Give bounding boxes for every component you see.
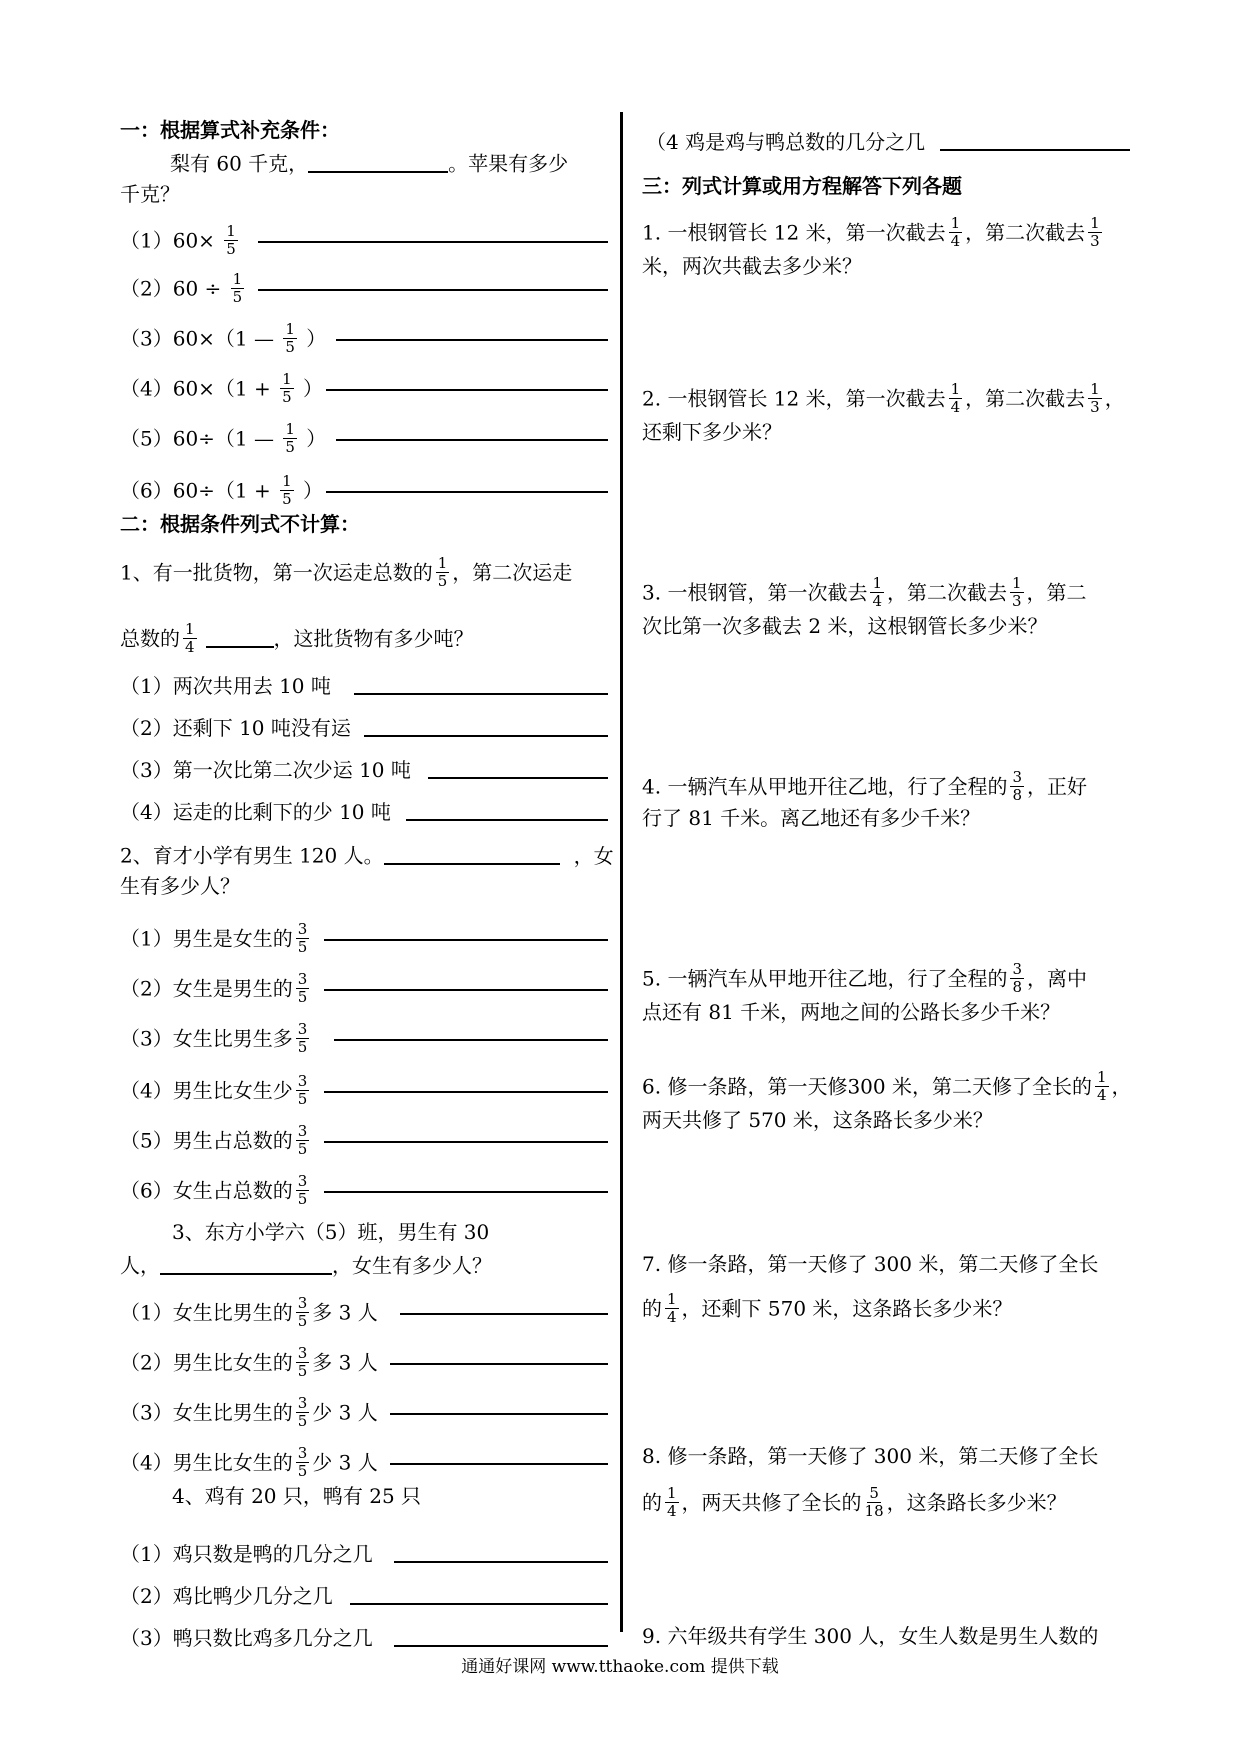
- problem-1-line-1: 1. 一根钢管长 12 米，第一次截去 $\frac{1}{4}$ ，第二次截去 $\frac{1}{3}$: [642, 214, 1100, 250]
- problem-4-line-1: 4. 一辆汽车从甲地开往乙地，行了全程的 $\frac{3}{8}$ ，正好: [642, 768, 1087, 804]
- fraction: $\frac{1}{4}$: [667, 1484, 677, 1520]
- answer-blank[interactable]: [354, 692, 608, 695]
- question-2-line-2: 生有多少人？: [120, 874, 240, 898]
- answer-blank[interactable]: [406, 818, 608, 821]
- fraction: $\frac{1}{5}$: [285, 320, 295, 356]
- fraction: $\frac{3}{5}$: [297, 920, 308, 956]
- fraction: $\frac{3}{5}$: [297, 1172, 308, 1208]
- footer-credit: 通通好课网 www.tthaoke.com 提供下载: [461, 1657, 779, 1677]
- fraction: $\frac{3}{5}$: [297, 1294, 308, 1330]
- fraction: $\frac{1}{3}$: [1012, 574, 1022, 610]
- expression-item: （1）60× $\frac{1}{5}$: [120, 222, 236, 258]
- condition-item: （2）女生是男生的 $\frac{3}{5}$: [120, 970, 308, 1006]
- condition-item: （1）男生是女生的 $\frac{3}{5}$: [120, 920, 308, 956]
- question-2-line-1: 2、育才小学有男生 120 人。 ，女: [120, 843, 614, 868]
- answer-blank[interactable]: [324, 1190, 608, 1193]
- fraction: $\frac{1}{3}$: [1090, 214, 1100, 250]
- condition-item: （1）鸡只数是鸭的几分之几: [120, 1542, 373, 1566]
- condition-item: （2）还剩下 10 吨没有运: [120, 716, 351, 740]
- problem-8-line-1: 8. 修一条路，第一天修了 300 米，第二天修了全长: [642, 1444, 1099, 1468]
- section-2-title: 二：根据条件列式不计算：: [120, 512, 360, 536]
- fraction: $\frac{1}{3}$: [1090, 380, 1100, 416]
- fraction: $\frac{1}{4}$: [872, 574, 882, 610]
- problem-7-line-1: 7. 修一条路，第一天修了 300 米，第二天修了全长: [642, 1252, 1099, 1276]
- answer-blank[interactable]: [940, 148, 1130, 151]
- answer-blank[interactable]: [390, 1412, 608, 1415]
- answer-blank[interactable]: [350, 1602, 608, 1605]
- answer-blank[interactable]: [364, 734, 608, 737]
- fraction: $\frac{1}{5}$: [232, 270, 243, 306]
- problem-9-line-1: 9. 六年级共有学生 300 人，女生人数是男生人数的: [642, 1624, 1099, 1648]
- condition-item: （2）男生比女生的 $\frac{3}{5}$ 多 3 人: [120, 1344, 378, 1380]
- problem-3-line-1: 3. 一根钢管，第一次截去 $\frac{1}{4}$ ，第二次截去 $\frac{1}{3}$ ，第二: [642, 574, 1087, 610]
- section-1-stem-end: 千克？: [120, 182, 180, 206]
- condition-item: （6）女生占总数的 $\frac{3}{5}$: [120, 1172, 308, 1208]
- answer-blank[interactable]: [258, 288, 608, 291]
- condition-item: （3）女生比男生多 $\frac{3}{5}$: [120, 1020, 308, 1056]
- fraction: $\frac{1}{5}$: [437, 554, 448, 590]
- section-1-title: 一：根据算式补充条件：: [120, 118, 340, 142]
- condition-item: （4）运走的比剩下的少 10 吨: [120, 800, 391, 824]
- condition-item: （4）男生比女生少 $\frac{3}{5}$: [120, 1072, 308, 1108]
- problem-7-line-2: 的 $\frac{1}{4}$ ，还剩下 570 米，这条路长多少米？: [642, 1290, 1013, 1326]
- fraction: $\frac{3}{5}$: [297, 1020, 308, 1056]
- problem-2-line-1: 2. 一根钢管长 12 米，第一次截去 $\frac{1}{4}$ ，第二次截去 $\frac{1}{3}$ ，: [642, 380, 1125, 416]
- answer-blank[interactable]: [324, 1140, 608, 1143]
- fraction: $\frac{3}{5}$: [297, 1394, 308, 1430]
- question-4-line-1: 4、鸡有 20 只，鸭有 25 只: [172, 1484, 422, 1508]
- answer-blank[interactable]: [394, 1560, 608, 1563]
- condition-item: （4）男生比女生的 $\frac{3}{5}$ 少 3 人: [120, 1444, 378, 1480]
- answer-blank[interactable]: [384, 862, 560, 865]
- condition-item: （3）女生比男生的 $\frac{3}{5}$ 少 3 人: [120, 1394, 378, 1430]
- condition-item: （4 鸡是鸡与鸭总数的几分之几: [646, 130, 926, 154]
- answer-blank[interactable]: [258, 240, 608, 243]
- expression-item: （2）60 ÷ $\frac{1}{5}$: [120, 270, 243, 306]
- problem-4-line-2: 行了 81 千米。离乙地还有多少千米？: [642, 806, 981, 830]
- answer-blank[interactable]: [324, 1090, 608, 1093]
- problem-8-line-2: 的 $\frac{1}{4}$ ，两天共修了全长的 $\frac{5}{18}$ ，这条路长多少米？: [642, 1484, 1067, 1520]
- problem-1-line-2: 米，两次共截去多少米？: [642, 254, 862, 278]
- answer-blank[interactable]: [206, 645, 274, 648]
- problem-5-line-2: 点还有 81 千米，两地之间的公路长多少千米？: [642, 1000, 1061, 1024]
- section-1-stem: 梨有 60 千克， 。苹果有多少: [170, 151, 569, 176]
- question-1-line-1: 1、有一批货物，第一次运走总数的 $\frac{1}{5}$ ，第二次运走: [120, 554, 573, 590]
- answer-blank[interactable]: [334, 1038, 608, 1041]
- column-divider: [620, 112, 623, 1632]
- fraction: $\frac{3}{5}$: [297, 1444, 308, 1480]
- answer-blank[interactable]: [160, 1272, 332, 1275]
- expression-item: （5）60÷（1 — $\frac{1}{5}$ ）: [120, 420, 327, 456]
- answer-blank[interactable]: [324, 938, 608, 941]
- expression-item: （3）60×（1 — $\frac{1}{5}$ ）: [120, 320, 327, 356]
- answer-blank[interactable]: [428, 776, 608, 779]
- condition-item: （3）第一次比第二次少运 10 吨: [120, 758, 411, 782]
- fraction: $\frac{1}{4}$: [950, 214, 961, 250]
- fraction: $\frac{3}{5}$: [297, 1344, 308, 1380]
- answer-blank[interactable]: [336, 338, 608, 341]
- answer-blank[interactable]: [336, 438, 608, 441]
- problem-6-line-1: 6. 修一条路，第一天修300 米，第二天修了全长的 $\frac{1}{4}$ ，: [642, 1068, 1132, 1104]
- fraction: $\frac{3}{8}$: [1012, 768, 1022, 804]
- problem-2-line-2: 还剩下多少米？: [642, 420, 782, 444]
- condition-item: （3）鸭只数比鸡多几分之几: [120, 1626, 373, 1650]
- fraction: $\frac{1}{4}$: [950, 380, 961, 416]
- fraction: $\frac{3}{8}$: [1012, 960, 1022, 996]
- fraction: $\frac{1}{4}$: [667, 1290, 677, 1326]
- condition-item: （1）女生比男生的 $\frac{3}{5}$ 多 3 人: [120, 1294, 378, 1330]
- answer-blank[interactable]: [390, 1462, 608, 1465]
- condition-item: （2）鸡比鸭少几分之几: [120, 1584, 333, 1608]
- fraction: $\frac{5}{18}$: [864, 1484, 884, 1520]
- problem-5-line-1: 5. 一辆汽车从甲地开往乙地，行了全程的 $\frac{3}{8}$ ，离中: [642, 960, 1087, 996]
- fraction: $\frac{1}{5}$: [282, 472, 292, 508]
- problem-3-line-2: 次比第一次多截去 2 米，这根钢管长多少米？: [642, 614, 1048, 638]
- fraction: $\frac{3}{5}$: [297, 970, 308, 1006]
- answer-blank[interactable]: [400, 1312, 608, 1315]
- condition-item: （5）男生占总数的 $\frac{3}{5}$: [120, 1122, 308, 1158]
- fraction: $\frac{3}{5}$: [297, 1072, 308, 1108]
- expression-item: （4）60×（1 + $\frac{1}{5}$ ）: [120, 370, 324, 406]
- answer-blank[interactable]: [390, 1362, 608, 1365]
- fraction: $\frac{1}{5}$: [226, 222, 236, 258]
- answer-blank[interactable]: [324, 988, 608, 991]
- answer-blank[interactable]: [326, 490, 608, 493]
- fraction: $\frac{1}{5}$: [282, 370, 292, 406]
- answer-blank[interactable]: [326, 388, 608, 391]
- section-3-title: 三：列式计算或用方程解答下列各题: [642, 174, 962, 198]
- question-3-line-1: 3、东方小学六（5）班，男生有 30: [172, 1220, 490, 1244]
- fraction: $\frac{1}{4}$: [185, 620, 195, 656]
- fraction: $\frac{1}{4}$: [1096, 1068, 1107, 1104]
- condition-item: （1）两次共用去 10 吨: [120, 674, 331, 698]
- fraction: $\frac{1}{5}$: [285, 420, 295, 456]
- expression-item: （6）60÷（1 + $\frac{1}{5}$ ）: [120, 472, 324, 508]
- question-3-line-2: 人， ，女生有多少人？: [120, 1253, 492, 1278]
- fraction: $\frac{3}{5}$: [297, 1122, 308, 1158]
- answer-blank[interactable]: [394, 1644, 608, 1647]
- question-1-line-2: 总数的 $\frac{1}{4}$ ，这批货物有多少吨？: [120, 620, 474, 656]
- problem-6-line-2: 两天共修了 570 米，这条路长多少米？: [642, 1108, 993, 1132]
- answer-blank[interactable]: [308, 170, 448, 173]
